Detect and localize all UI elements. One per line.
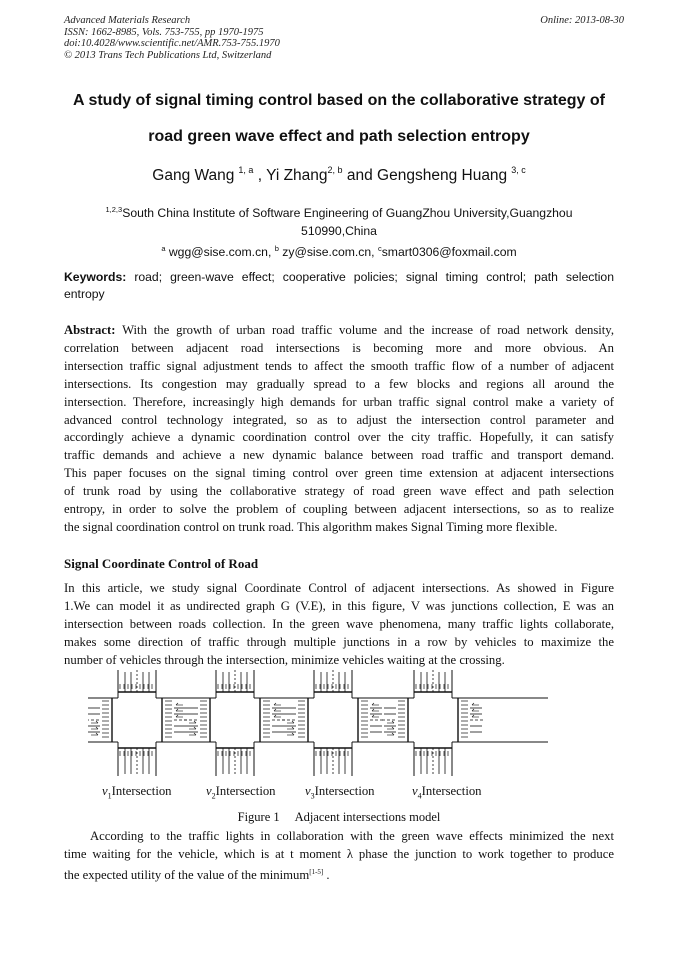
email-b-sup: b — [274, 244, 279, 253]
label-sub: 3 — [310, 791, 315, 801]
keywords-label: Keywords: — [64, 270, 127, 284]
label-var: v — [206, 784, 212, 798]
abstract — [64, 322, 614, 537]
figure-label-v3 — [305, 784, 375, 801]
abstract-line: accordingly achieve a dynamic coordination control over the city traffic. Hopefully, it can satisfy — [64, 430, 614, 445]
body-line: makes some direction of traffic through multiple junctions in a row by vehicles to maximize the — [64, 634, 614, 649]
road-edges — [88, 698, 548, 742]
author-2-affil: 2, b — [327, 165, 343, 175]
abstract-line: intersection. Therefore, increasingly high demands for urban traffic signal control make a variety of — [64, 394, 614, 409]
abstract-line: intersections. Its congestion may gradually spread to a few blocks and regions all around the — [64, 376, 614, 391]
label-var: v — [102, 784, 108, 798]
journal-name: Advanced Materials Research — [64, 15, 191, 26]
abstract-line: entropy, in order to solve the problem of coupling between adjacent intersections, so as to realize — [64, 502, 614, 517]
abstract-line: advanced control technology integrated, so as to adjust the intersection control parameter and — [64, 412, 614, 427]
author-2: Yi Zhang — [266, 167, 328, 184]
email-c-sup: c — [377, 244, 382, 253]
label-text: Intersection — [215, 784, 276, 798]
label-text: Intersection — [111, 784, 172, 798]
body-line-end: . — [323, 867, 330, 882]
body-line: According to the traffic lights in collaboration with the green wave effects minimized the next — [90, 829, 614, 843]
paragraph-2 — [64, 828, 614, 885]
author-sep-1: , — [253, 167, 267, 184]
label-sub: 2 — [211, 791, 216, 801]
abstract-line: This paper focuses on the signal timing control over green time extension at adjacent intersections — [64, 466, 614, 481]
section-heading: Signal Coordinate Control of Road — [64, 556, 259, 571]
email-a: wgg@sise.com.cn, — [165, 245, 275, 259]
body-line: number of vehicles through the intersection, minimize vehicles waiting at the crossing. — [64, 652, 505, 667]
affiliation-line-2: 510990,China — [301, 224, 377, 238]
keywords-line-2: entropy — [64, 287, 105, 301]
email-c: smart0306@foxmail.com — [381, 245, 517, 259]
label-text: Intersection — [314, 784, 375, 798]
paper-title-line-2: road green wave effect and path selection entropy — [148, 128, 530, 145]
abstract-line: of trunk road by using the collaborative strategy of road green wave effect and path selection — [64, 484, 614, 499]
figure-caption: Figure 1 Adjacent intersections model — [237, 810, 441, 824]
abstract-line: traffic demands and achieve a new dynamic balance between road traffic and transport demand. — [64, 448, 614, 463]
figure-label-v1 — [102, 784, 172, 801]
body-line: 1.We can model it as undirected graph G (V.E), in this figure, V was junctions collection, E was an — [64, 598, 614, 613]
figure-label-v2 — [206, 784, 276, 801]
affiliation-sup: 1,2,3 — [105, 205, 123, 214]
label-sub: 1 — [107, 791, 112, 801]
email-b: zy@sise.com.cn, — [278, 245, 378, 259]
label-var: v — [305, 784, 311, 798]
body-line: the expected utility of the value of the minimum — [64, 867, 310, 882]
author-sep-2: and — [342, 167, 378, 184]
author-3-affil: 3, c — [511, 165, 526, 175]
author-list — [30, 165, 648, 185]
issn: ISSN: 1662-8985, Vols. 753-755, pp 1970-1975 — [64, 26, 264, 38]
intersection-junction — [282, 670, 384, 776]
copyright: © 2013 Trans Tech Publications Ltd, Switzerland — [64, 49, 272, 61]
citation: [1-5] — [309, 867, 324, 876]
section-body — [64, 580, 614, 670]
body-line: time waiting for the vehicle, which is at t moment λ phase the junction to work together to produce — [64, 846, 614, 861]
label-text: Intersection — [421, 784, 482, 798]
label-sub: 4 — [417, 791, 422, 801]
abstract-line: With the growth of urban road traffic volume and the increase of road network density, — [115, 323, 614, 337]
author-3: Gengsheng Huang — [377, 167, 508, 184]
body-line: intersection between roads collection. In the green wave phenomena, many traffic lights collaborate, — [64, 616, 614, 631]
intersection-junction — [88, 670, 188, 776]
online-date: Online: 2013-08-30 — [540, 15, 624, 26]
figure-label-v4 — [412, 784, 482, 801]
email-a-sup: a — [161, 244, 166, 253]
intersections-figure — [88, 670, 548, 776]
author-1-affil: 1, a — [238, 165, 254, 175]
abstract-label: Abstract: — [64, 323, 116, 337]
affiliation — [64, 201, 614, 240]
doi: doi:10.4028/www.scientific.net/AMR.753-755.1970 — [64, 38, 280, 50]
intersection-junction — [382, 670, 484, 776]
publication-header — [64, 15, 624, 61]
email-list — [64, 244, 614, 259]
label-var: v — [412, 784, 418, 798]
abstract-line: intersection traffic signal adjustment tends to affect the smooth traffic flow of a number of adjacent — [64, 358, 614, 373]
paper-title-line-1: A study of signal timing control based on the collaborative strategy of — [73, 92, 605, 109]
intersection-junction — [184, 670, 286, 776]
keywords — [64, 269, 614, 303]
abstract-line: the signal coordination control on trunk road. This algorithm makes Signal Timing more flexible. — [64, 519, 558, 534]
author-1: Gang Wang — [152, 167, 235, 184]
body-line: In this article, we study signal Coordinate Control of adjacent intersections. As showed in Figure — [64, 581, 614, 595]
abstract-line: correlation between adjacent road intersections is becoming more and more obvious. An — [64, 340, 614, 355]
affiliation-line-1: South China Institute of Software Engineering of GuangZhou University,Guangzhou — [122, 206, 573, 220]
keywords-line-1: road; green-wave effect; cooperative policies; signal timing control; path selection — [126, 270, 614, 284]
